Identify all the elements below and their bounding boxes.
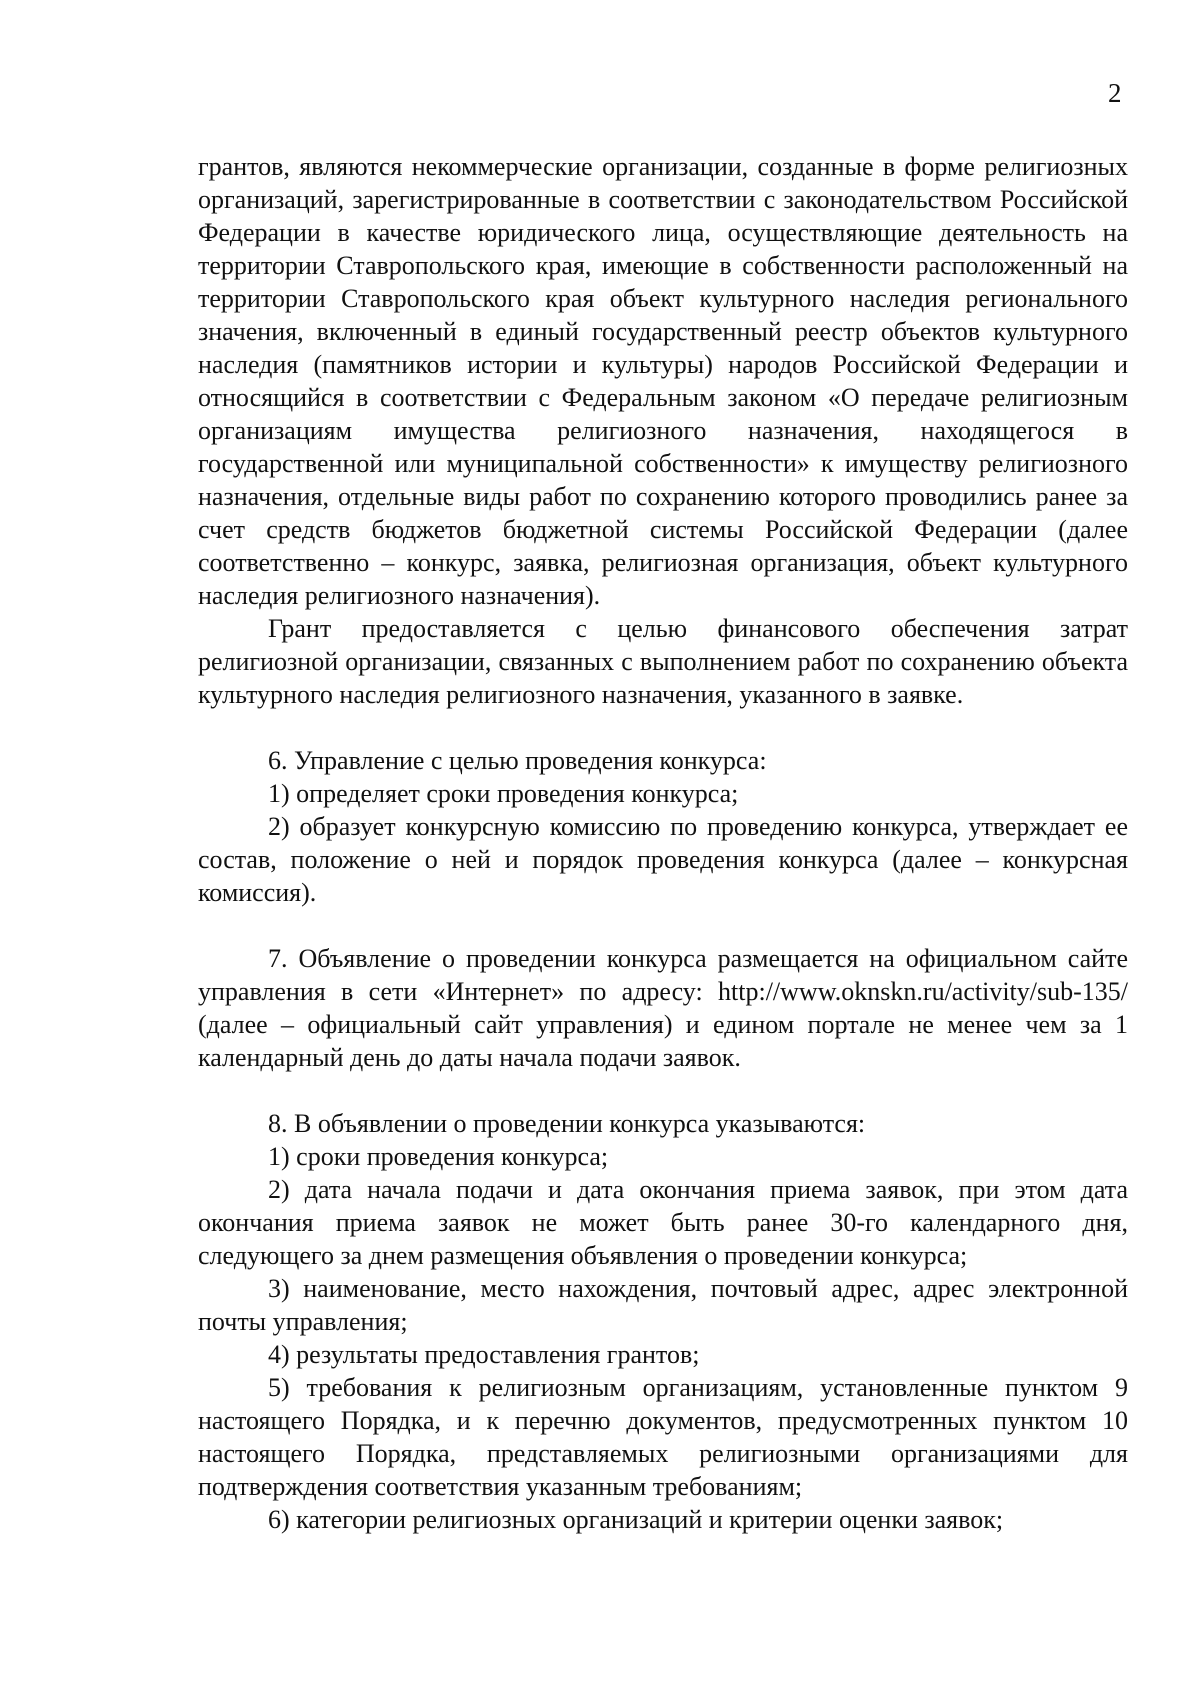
paragraph-grant-recipients: грантов, являются некоммерческие организации, созданные в форме религиозных организаций, зарегистрированные в соответствии с законодательством Российской Федерации в качестве юридического лица, осуществляющие деятельность на территории Ставропольского края, имеющие в собственности расположенный на территории Ставропольского края объект культурного наследия регионального значения, включенный в единый государственный реестр объектов культурного наследия (памятников истории и культуры) народов Российской Федерации и относящийся в соответствии с Федеральным законом «О передаче религиозным организациям имущества религиозного назначения, находящегося в государственной или муниципальной собственности» к имуществу религиозного назначения, отдельные виды работ по сохранению которого проводились ранее за счет средств бюджетов бюджетной системы Российской Федерации (далее соответственно – конкурс, заявка, религиозная организация, объект культурного наследия религиозного назначения). xyxy=(198,152,1128,610)
paragraph-section-8-item-5: 5) требования к религиозным организациям, установленные пунктом 9 настоящего Порядка, и к перечню документов, предусмотренных пунктом 10 настоящего Порядка, представляемых религиозными организациями для подтверждения соответствия указанным требованиям; xyxy=(198,1373,1128,1501)
paragraph-grant-purpose: Грант предоставляется с целью финансового обеспечения затрат религиозной организации, связанных с выполнением работ по сохранению объекта культурного наследия религиозного назначения, указанного в заявке. xyxy=(198,614,1128,709)
paragraph-section-8-item-6: 6) категории религиозных организаций и критерии оценки заявок; xyxy=(268,1505,1004,1534)
paragraph-section-6-item-2: 2) образует конкурсную комиссию по проведению конкурса, утверждает ее состав, положение о ней и порядок проведения конкурса (далее – конкурсная комиссия). xyxy=(198,812,1128,907)
paragraph-section-8-item-1: 1) сроки проведения конкурса; xyxy=(268,1142,609,1171)
paragraph-section-6: 6. Управление с целью проведения конкурса: xyxy=(268,746,767,775)
paragraph-section-8-item-2: 2) дата начала подачи и дата окончания приема заявок, при этом дата окончания приема заявок не может быть ранее 30-го календарного дня, следующего за днем размещения объявления о проведении конкурса; xyxy=(198,1175,1128,1270)
paragraph-section-8: 8. В объявлении о проведении конкурса указываются: xyxy=(268,1109,866,1138)
paragraph-section-8-item-3: 3) наименование, место нахождения, почтовый адрес, адрес электронной почты управления; xyxy=(198,1274,1128,1336)
document-body xyxy=(198,150,1128,1536)
paragraph-section-6-item-1: 1) определяет сроки проведения конкурса; xyxy=(268,779,739,808)
paragraph-section-8-item-4: 4) результаты предоставления грантов; xyxy=(268,1340,700,1369)
page-number: 2 xyxy=(1108,78,1122,108)
paragraph-section-7: 7. Объявление о проведении конкурса размещается на официальном сайте управления в сети «Интернет» по адресу: http://www.oknskn.ru/activity/sub-135/ (далее – официальный сайт управления) и едином портале не менее чем за 1 календарный день до даты начала подачи заявок. xyxy=(198,944,1128,1072)
